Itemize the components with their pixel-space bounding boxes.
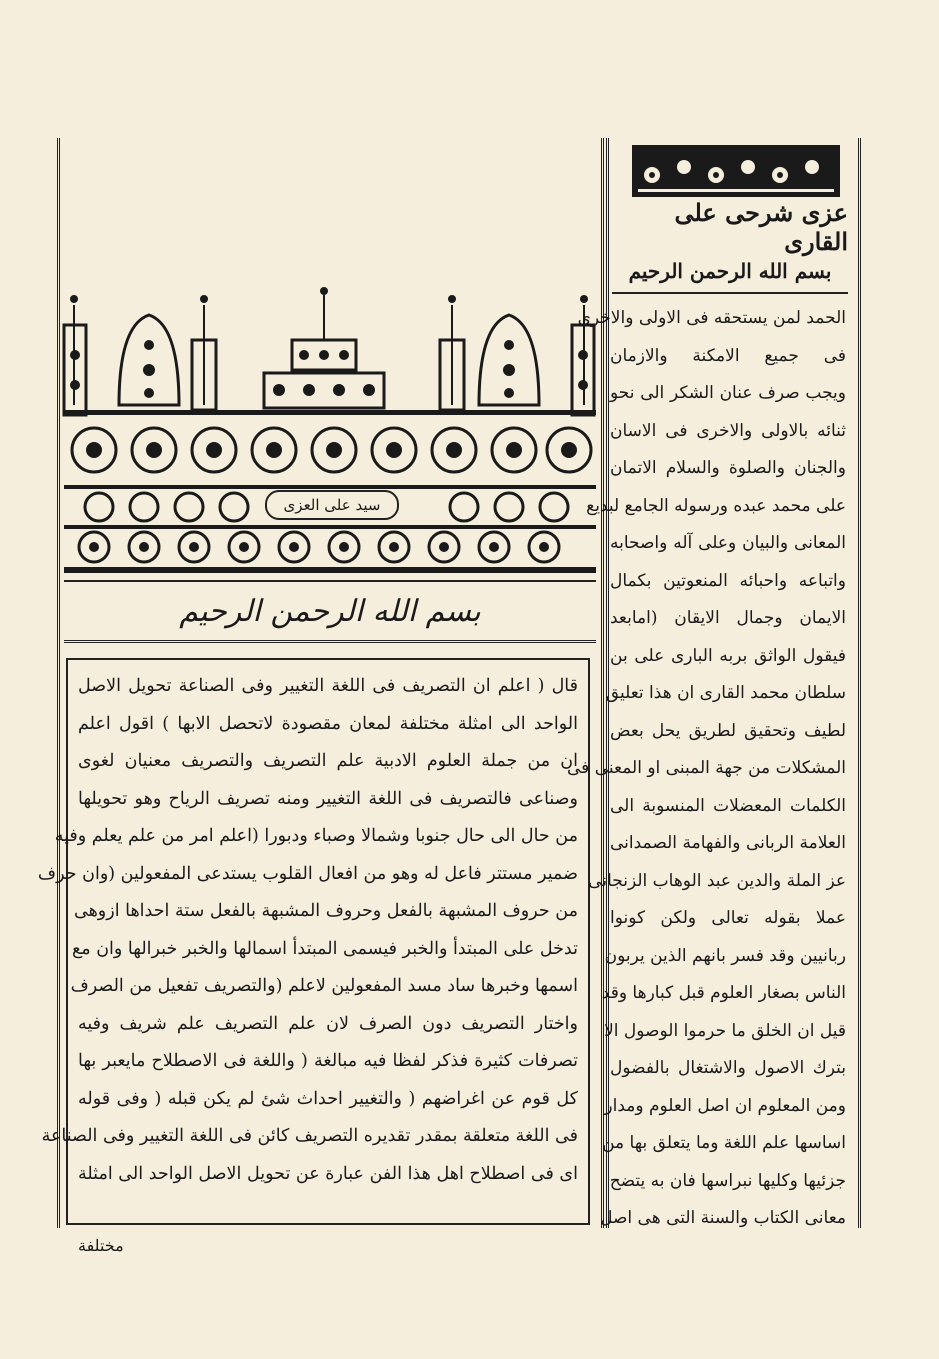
commentary-title-text: عزى شرحى على القارى [674,198,848,256]
text-line: اسمها وخبرها ساد مسد المفعولين لاعلم (والتصريف تفعيل من الصرف [70,976,578,996]
text-line: جزئيها وكليها نبراسها فان به يتضح [609,1170,846,1191]
commentary-title [612,198,848,256]
author-cartouche [265,490,399,520]
headpiece-illustration [632,145,840,197]
text-line: الايمان وجمال الايقان (امابعد [610,608,846,628]
text-line: والجنان والصلوة والسلام الاتمان [610,458,846,478]
text-line: الناس بصغار العلوم قبل كبارها وقد [601,983,846,1003]
text-line: المعانى والبيان وعلى آله واصحابه [610,533,846,553]
text-line: الحمد لمن يستحقه فى الاولى والاخرى [577,308,846,328]
main-text-block [37,658,590,1225]
text-line: كل قوم عن اغراضهم ( والتغيير احداث شئ لم يكن قبله ( وفى قوله [78,1088,578,1109]
text-line: من حروف المشبهة بالفعل وحروف المشبهة بالفعل ستة احداها ازوهى [73,901,578,921]
text-line: ثنائه بالاولى والاخرى فى الاسان [610,420,846,441]
author-label-text: سيد على العزى [283,496,381,514]
catchword: مختلفة [78,1236,124,1255]
text-line: بترك الاصول والاشتغال بالفضول [610,1058,846,1078]
text-line: قيل ان الخلق ما حرموا الوصول الا [604,1020,846,1041]
text-line: عملا بقوله تعالى ولكن كونوا [610,908,846,928]
text-line: الكلمات المعضلات المنسوبة الى [610,795,846,816]
text-line: ربانيين وقد فسر بانهم الذين يربون [604,945,846,966]
text-line: اى فى اصطلاح اهل هذا الفن عبارة عن تحويل الاصل الواحد الى امثلة [78,1163,578,1184]
text-line: ومن المعلوم ان اصل العلوم ومدار [604,1095,846,1116]
text-line: من حال الى حال جنوبا وشمالا وصباء ودبورا (اعلم امر من علم يعلم وفيه [54,826,578,846]
text-line: واختار التصريف دون الصرف لان علم التصريف علم شريف وفيه [78,1013,578,1034]
text-line: وصناعى فالتصريف فى اللغة التغيير ومنه تصريف الرياح وهو تحويلها [78,788,578,809]
text-line: على محمد عبده ورسوله الجامع لبديع [586,495,846,516]
text-line: تصرفات كثيرة فذكر لفظا فيه مبالغة ( واللغة فى الاصطلاح مايعبر بها [78,1051,578,1071]
text-line: عز الملة والدين عبد الوهاب الزنجانى [588,870,846,891]
right-basmala-text: بسم الله الرحمن الرحيم [628,259,832,283]
text-line: معانى الكتاب والسنة التى هى اصل [600,1208,846,1228]
text-line: واتباعه واحبائه المنعوتين بكمال [610,570,846,591]
text-line: لطيف وتحقيق لطريق يحل بعض [610,720,846,741]
domed-ornament-header [64,285,596,575]
basmala-text: بسم الله الرحمن الرحيم [179,593,481,629]
text-line: فى اللغة متعلقة بمقدر تقديره التصريف كائن فى اللغة التغيير وفى الصناعة [41,1126,578,1146]
ornament-illustration [64,285,596,575]
basmala-banner [64,580,596,643]
text-line: ان من جملة العلوم الادبية علم التصريف والتصريف معنيان لغوى [78,751,578,771]
text-line: ضمير مستتر فاعل له وهو من افعال القلوب يستدعى المفعولين (وان حرف [37,863,578,884]
text-line: قال ( اعلم ان التصريف فى اللغة التغيير وفى الصناعة تحويل الاصل [78,676,578,696]
text-line: فيقول الواثق بربه البارى على بن [610,645,846,666]
text-line: العلامة الربانى والفهامة الصمدانى [610,833,846,853]
text-line: الواحد الى امثلة مختلفة لمعان مقصودة لاتحصل الابها ) اقول اعلم [78,713,578,734]
text-line: تدخل على المبتدأ والخبر فيسمى المبتدأ اسمالها والخبر خبرالها وان مع [71,938,578,959]
right-basmala [612,250,848,294]
text-line: سلطان محمد القارى ان هذا تعليق [605,683,846,703]
commentary-text-block [567,300,848,1228]
text-line: المشكلات من جهة المبنى او المعنى فى [567,758,846,778]
text-line: ويجب صرف عنان الشكر الى نحو [610,383,846,403]
text-line: اساسها علم اللغة وما يتعلق بها من [602,1133,846,1153]
headpiece-ornament [632,145,840,197]
text-line: فى جميع الامكنة والازمان [610,345,846,366]
